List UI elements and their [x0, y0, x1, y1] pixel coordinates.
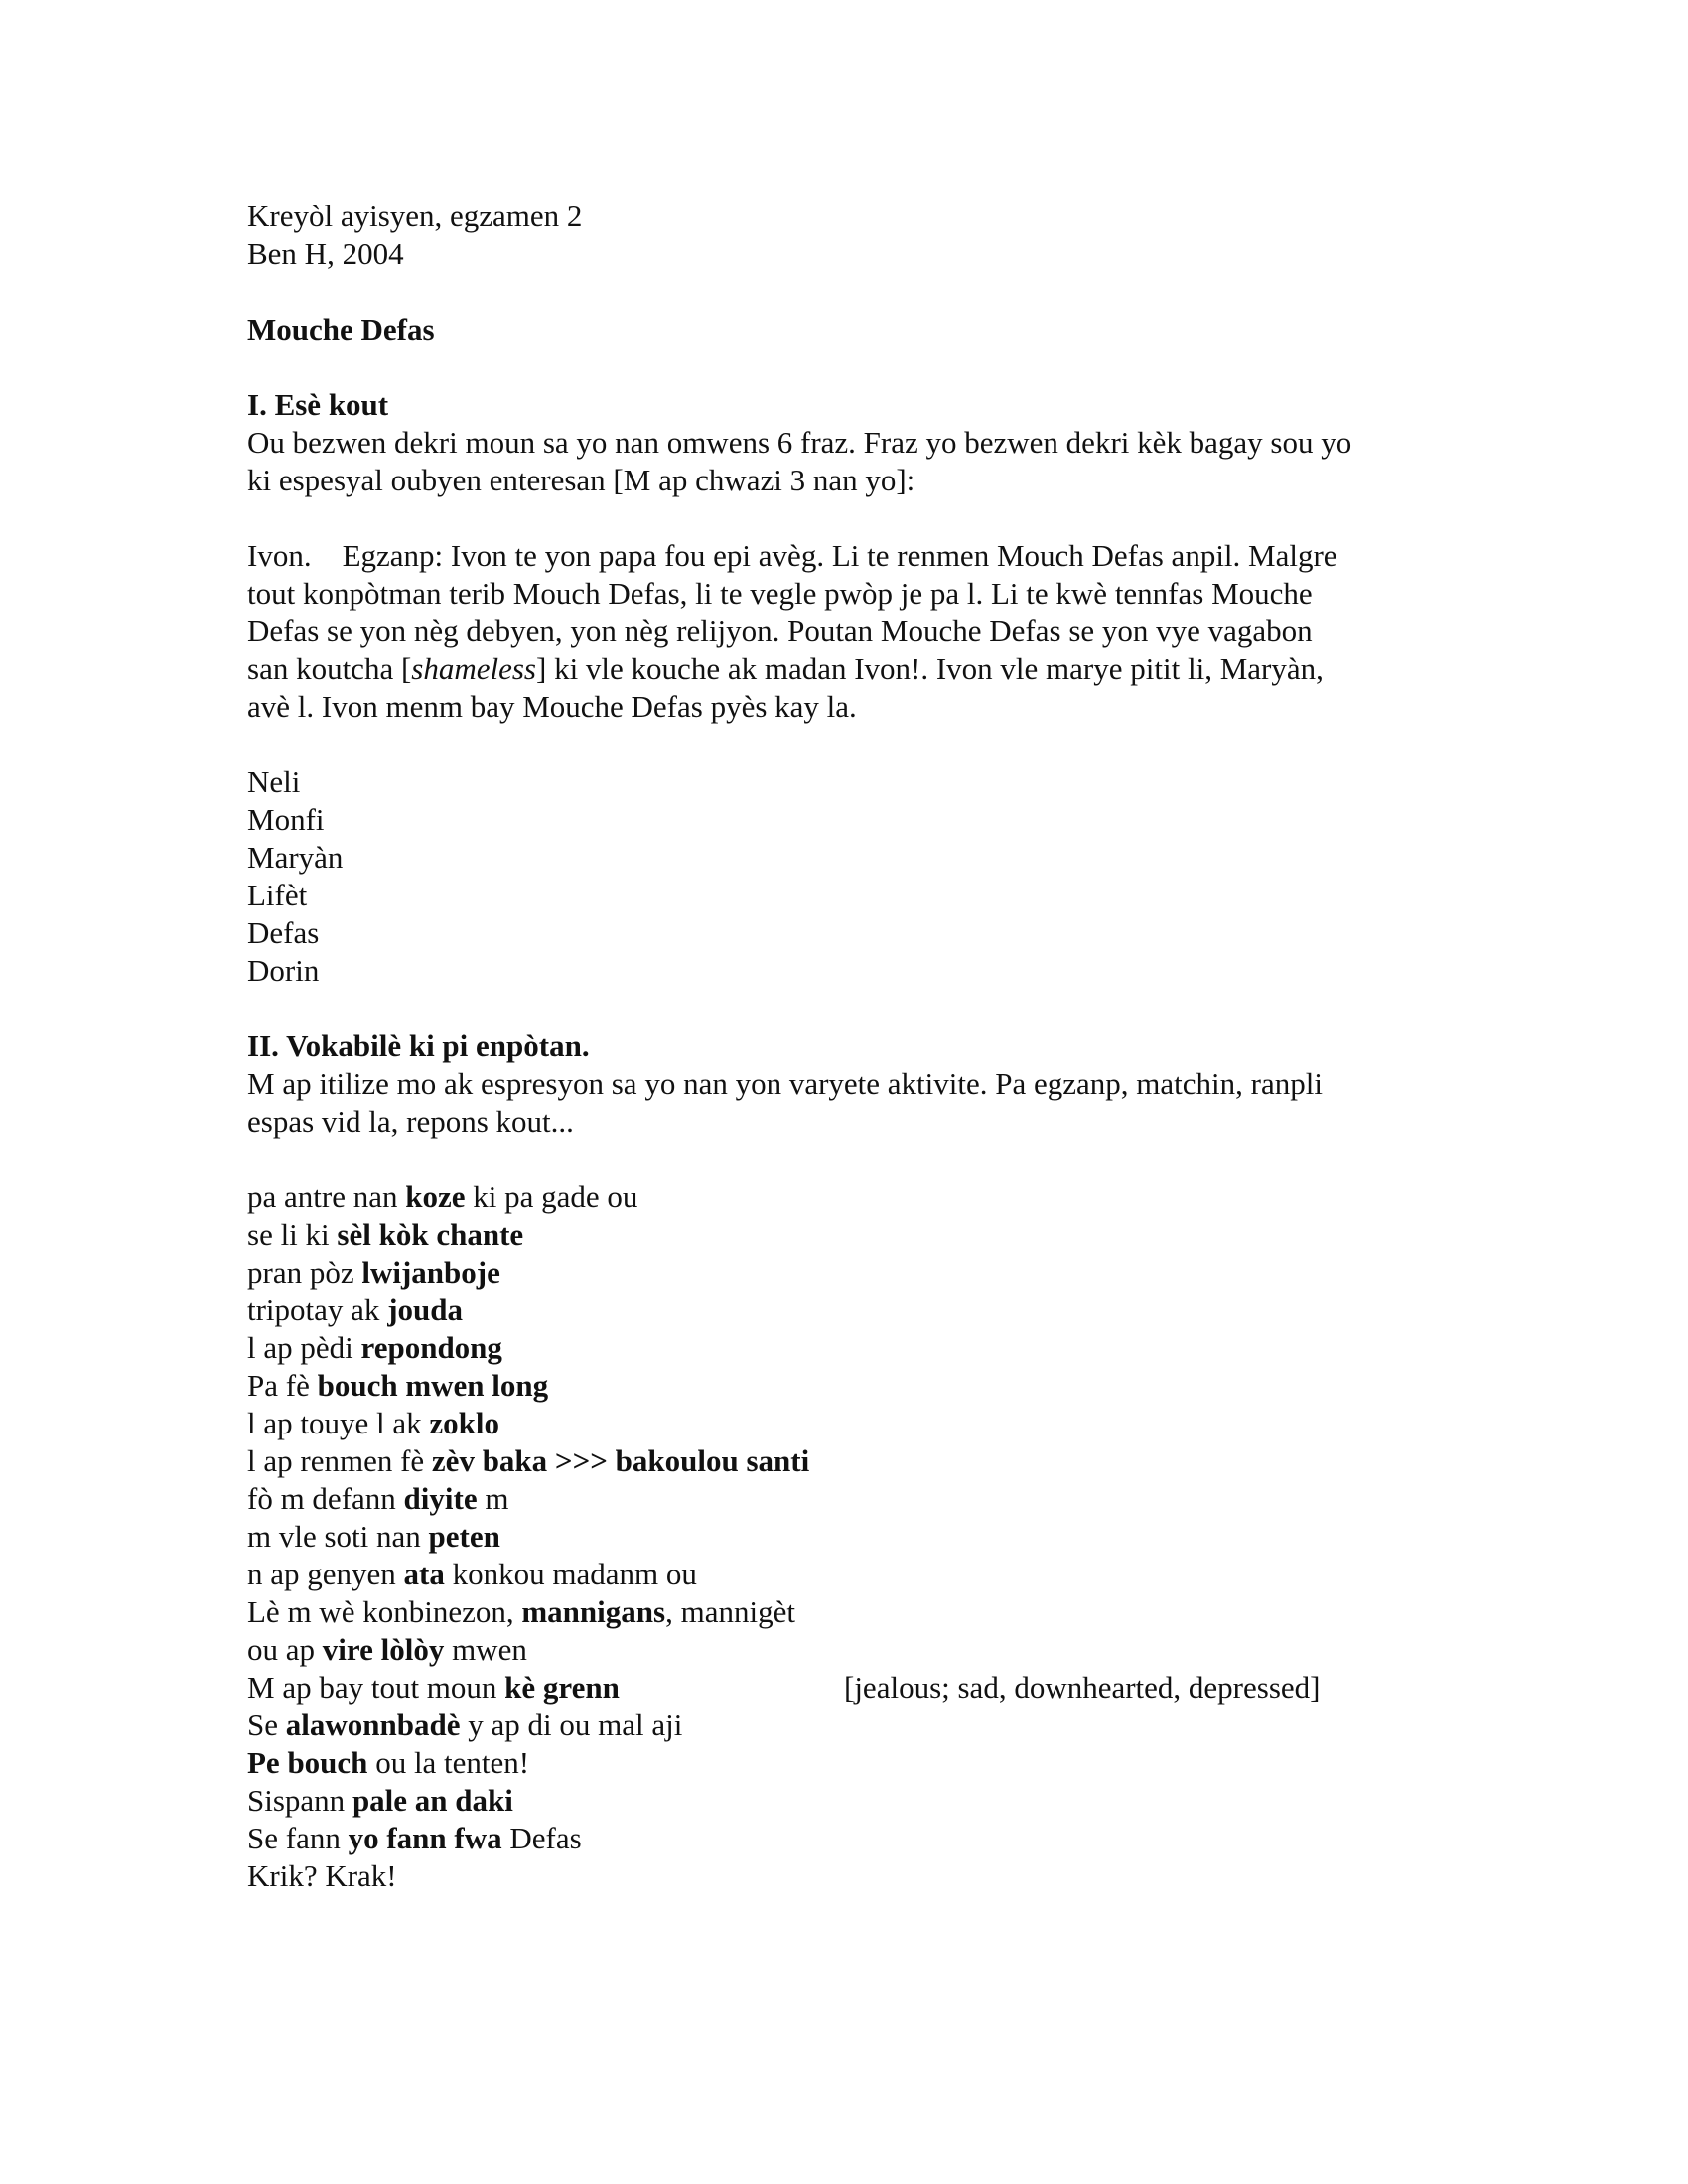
vocab-text: pran pòz	[247, 1255, 362, 1290]
vocab-text: Krik? Krak!	[247, 1858, 397, 1893]
vocab-item	[247, 1820, 1488, 1857]
character-item: Lifèt	[247, 878, 308, 912]
example-line-4	[247, 650, 1488, 688]
vocab-text: pa antre nan	[247, 1179, 406, 1214]
character-item: Monfi	[247, 802, 325, 837]
character-item: Dorin	[247, 953, 320, 988]
vocab-text: , mannigèt	[665, 1594, 795, 1629]
vocab-term: koze	[405, 1179, 466, 1214]
vocab-text: ki pa gade ou	[465, 1179, 638, 1214]
vocab-item	[247, 1329, 1488, 1367]
vocab-text: n ap genyen	[247, 1557, 404, 1591]
vocab-text: l ap touye l ak	[247, 1406, 430, 1440]
vocab-term: ata	[403, 1557, 445, 1591]
vocab-text: Defas	[501, 1821, 582, 1855]
section1-instruction-1: Ou bezwen dekri moun sa yo nan omwens 6 fraz. Fraz yo bezwen dekri kèk bagay sou yo	[247, 425, 1352, 460]
vocab-text: ou ap	[247, 1632, 323, 1667]
section2-instruction-1: M ap itilize mo ak espresyon sa yo nan yon varyete aktivite. Pa egzanp, matchin, ranpli	[247, 1066, 1323, 1101]
vocab-list	[247, 1178, 1488, 1895]
vocab-item	[247, 1292, 1488, 1329]
vocab-text: Sispann	[247, 1783, 352, 1818]
vocab-term: kè grenn	[504, 1670, 620, 1705]
vocab-term: jouda	[387, 1293, 463, 1327]
vocab-term: zoklo	[429, 1406, 499, 1440]
vocab-text: l ap renmen fè	[247, 1443, 432, 1478]
vocab-item	[247, 1782, 1488, 1820]
character-item: Neli	[247, 764, 301, 799]
vocab-text: konkou madanm ou	[444, 1557, 697, 1591]
vocab-text: Se	[247, 1707, 286, 1742]
section2-instruction-2: espas vid la, repons kout...	[247, 1104, 574, 1139]
vocab-term: alawonnbadè	[285, 1707, 461, 1742]
vocab-text: y ap di ou mal aji	[460, 1707, 683, 1742]
vocab-text: ou la tenten!	[367, 1745, 530, 1780]
vocab-item	[247, 1442, 1488, 1480]
vocab-text: m	[477, 1481, 509, 1516]
vocab-text: M ap bay tout moun	[247, 1670, 505, 1705]
vocab-term: repondong	[360, 1330, 502, 1365]
vocab-item	[247, 1254, 1488, 1292]
vocab-item	[247, 1706, 1488, 1744]
vocab-term: bouch mwen long	[317, 1368, 549, 1403]
vocab-item	[247, 1405, 1488, 1442]
vocab-text: Lè m wè konbinezon,	[247, 1594, 522, 1629]
section1-heading: I. Esè kout	[247, 387, 389, 422]
vocab-term: Pe bouch	[247, 1745, 368, 1780]
vocab-text: m vle soti nan	[247, 1519, 429, 1554]
vocab-term: lwijanboje	[361, 1255, 500, 1290]
section1-instruction-2: ki espesyal oubyen enteresan [M ap chwazi 3 nan yo]:	[247, 463, 915, 497]
header-line-2: Ben H, 2004	[247, 236, 404, 271]
vocab-item	[247, 1518, 1488, 1556]
vocab-item	[247, 1744, 1488, 1782]
example-line-4-after: ] ki vle kouche ak madan Ivon!. Ivon vle marye pitit li, Maryàn,	[536, 651, 1324, 686]
example-line-2: tout konpòtman terib Mouch Defas, li te vegle pwòp je pa l. Li te kwè tennfas Mouche	[247, 576, 1313, 611]
example-line-4-italic: shameless	[411, 651, 536, 686]
character-item: Defas	[247, 915, 320, 950]
vocab-item	[247, 1367, 1488, 1405]
vocab-item	[247, 1857, 1488, 1895]
vocab-text: mwen	[444, 1632, 527, 1667]
example-line-1: Ivon. Egzanp: Ivon te yon papa fou epi avèg. Li te renmen Mouch Defas anpil. Malgre	[247, 538, 1337, 573]
vocab-term: diyite	[403, 1481, 478, 1516]
vocab-text: se li ki	[247, 1217, 338, 1252]
vocab-item	[247, 1216, 1488, 1254]
vocab-text: Pa fè	[247, 1368, 318, 1403]
example-line-4-before: san koutcha [	[247, 651, 412, 686]
document-content	[247, 198, 1488, 1895]
vocab-item	[247, 1669, 1488, 1706]
character-item: Maryàn	[247, 840, 344, 875]
vocab-item	[247, 1480, 1488, 1518]
vocab-item	[247, 1631, 1488, 1669]
vocab-text: fò m defann	[247, 1481, 404, 1516]
vocab-item	[247, 1593, 1488, 1631]
vocab-term: peten	[428, 1519, 500, 1554]
vocab-text: tripotay ak	[247, 1293, 388, 1327]
vocab-term: pale an daki	[352, 1783, 513, 1818]
example-line-5: avè l. Ivon menm bay Mouche Defas pyès kay la.	[247, 689, 857, 724]
example-line-3: Defas se yon nèg debyen, yon nèg relijyon. Poutan Mouche Defas se yon vye vagabon	[247, 614, 1313, 648]
vocab-term: zèv baka >>> bakoulou santi	[431, 1443, 810, 1478]
vocab-term: vire lòlòy	[322, 1632, 445, 1667]
vocab-item	[247, 1556, 1488, 1593]
vocab-text: l ap pèdi	[247, 1330, 361, 1365]
header-line-1: Kreyòl ayisyen, egzamen 2	[247, 199, 583, 233]
section2-heading: II. Vokabilè ki pi enpòtan.	[247, 1028, 590, 1063]
vocab-definition-note: [jealous; sad, downhearted, depressed]	[844, 1670, 1321, 1705]
vocab-term: sèl kòk chante	[337, 1217, 524, 1252]
vocab-term: yo fann fwa	[348, 1821, 502, 1855]
vocab-item	[247, 1178, 1488, 1216]
document-title: Mouche Defas	[247, 312, 435, 346]
vocab-term: mannigans	[521, 1594, 666, 1629]
vocab-text: Se fann	[247, 1821, 349, 1855]
